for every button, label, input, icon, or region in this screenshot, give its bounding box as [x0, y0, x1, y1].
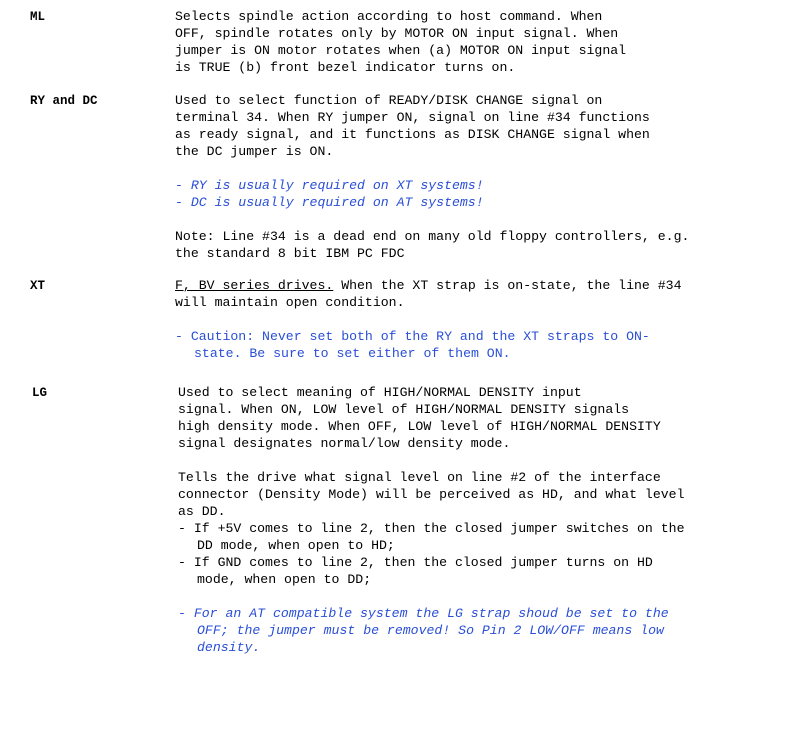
definition-lg — [178, 384, 788, 656]
xt-caution-2: state. Be sure to set either of them ON. — [194, 346, 511, 361]
lg-bullet-2-cont: mode, when open to DD; — [197, 572, 372, 587]
xt-line-1 — [175, 277, 785, 294]
lg-bullet-2: - If GND comes to line 2, then the closed jumper turns on HD — [178, 555, 653, 570]
ml-line-4: is TRUE (b) front bezel indicator turns on. — [175, 60, 516, 75]
lg-para2-line-3: as DD. — [178, 504, 226, 519]
xt-caution-1: - Caution: Never set both of the RY and the XT straps to ON- — [175, 329, 650, 344]
definition-ml — [175, 8, 785, 76]
xt-line-1-rest: When the XT strap is on-state, the line #34 — [333, 278, 682, 293]
definition-xt — [175, 277, 785, 362]
ml-line-2: OFF, spindle rotates only by MOTOR ON input signal. When — [175, 26, 619, 41]
ry-dc-line-3: as ready signal, and it functions as DISK CHANGE signal when — [175, 127, 650, 142]
term-xt: XT — [30, 279, 46, 293]
lg-bullet-1: - If +5V comes to line 2, then the closed jumper switches on the — [178, 521, 685, 536]
term-lg: LG — [32, 386, 48, 400]
ry-dc-line-1: Used to select function of READY/DISK CHANGE signal on — [175, 93, 603, 108]
lg-line-2: signal. When ON, LOW level of HIGH/NORMAL DENSITY signals — [178, 402, 630, 417]
lg-line-3: high density mode. When OFF, LOW level of HIGH/NORMAL DENSITY — [178, 419, 661, 434]
lg-line-4: signal designates normal/low density mode. — [178, 436, 511, 451]
ry-dc-note-1: - RY is usually required on XT systems! — [175, 178, 484, 193]
lg-line-1: Used to select meaning of HIGH/NORMAL DENSITY input — [178, 385, 582, 400]
ry-dc-extra-1: Note: Line #34 is a dead end on many old floppy controllers, e.g. — [175, 229, 690, 244]
definition-ry-dc — [175, 92, 785, 262]
ry-dc-extra-2: the standard 8 bit IBM PC FDC — [175, 246, 405, 261]
ry-dc-line-4: the DC jumper is ON. — [175, 144, 334, 159]
ry-dc-note-2: - DC is usually required on AT systems! — [175, 195, 484, 210]
term-ml: ML — [30, 10, 46, 24]
lg-para2-line-1: Tells the drive what signal level on line #2 of the interface — [178, 470, 661, 485]
term-ry-dc: RY and DC — [30, 94, 98, 108]
lg-note-3: density. — [197, 640, 261, 655]
lg-note-2: OFF; the jumper must be removed! So Pin 2 LOW/OFF means low — [197, 623, 664, 638]
lg-bullet-1-cont: DD mode, when open to HD; — [197, 538, 395, 553]
lg-note-1: - For an AT compatible system the LG strap shoud be set to the — [178, 606, 669, 621]
xt-underlined-text: F, BV series drives. — [175, 278, 334, 293]
lg-para2-line-2: connector (Density Mode) will be perceived as HD, and what level — [178, 487, 685, 502]
ry-dc-line-2: terminal 34. When RY jumper ON, signal on line #34 functions — [175, 110, 650, 125]
xt-line-2: will maintain open condition. — [175, 295, 405, 310]
ml-line-1: Selects spindle action according to host command. When — [175, 9, 603, 24]
ml-line-3: jumper is ON motor rotates when (a) MOTOR ON input signal — [175, 43, 627, 58]
